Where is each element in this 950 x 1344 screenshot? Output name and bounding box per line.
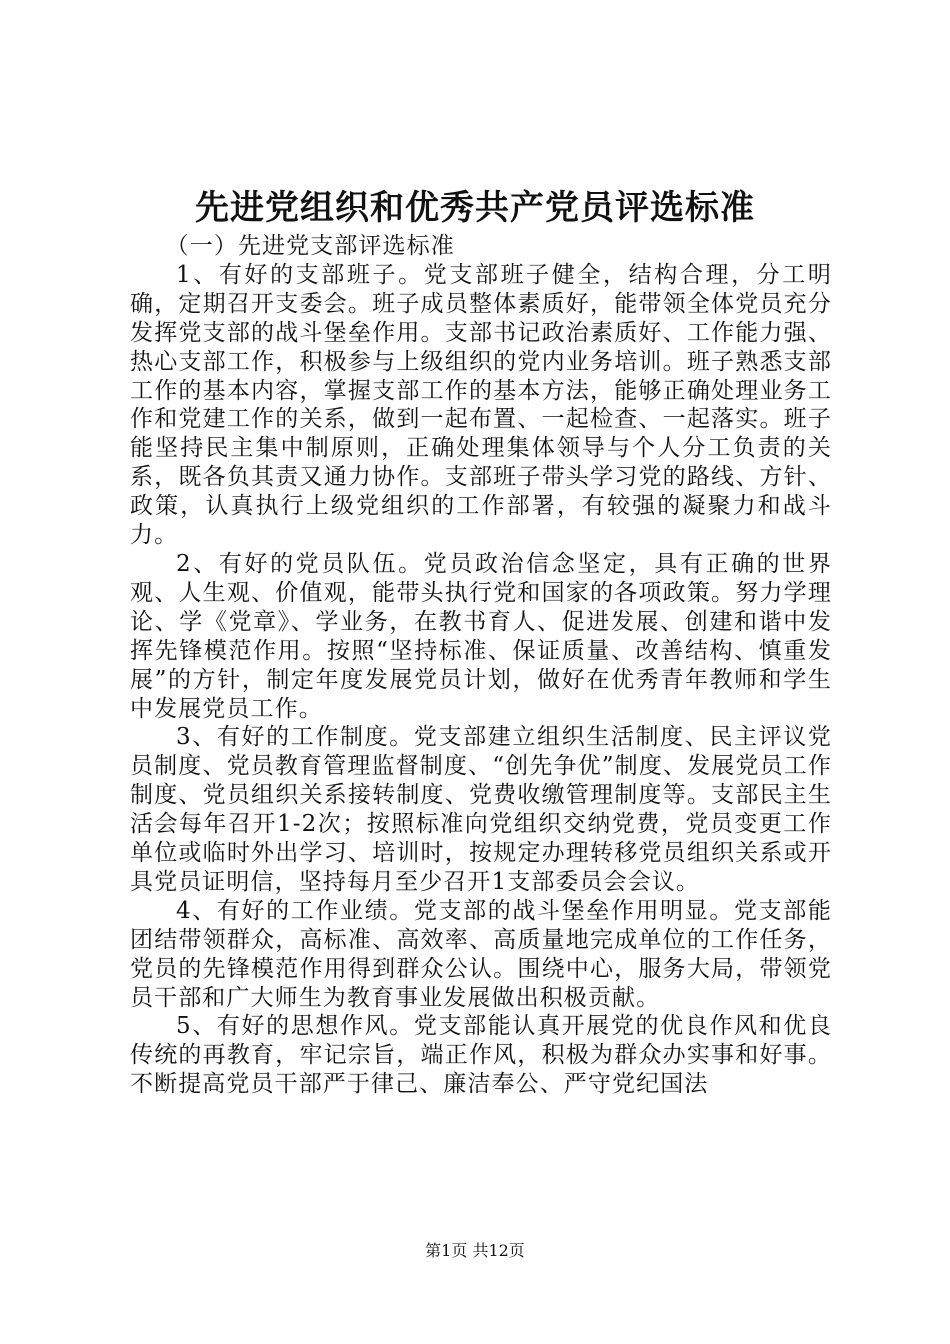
paragraph-3: 3、有好的工作制度。党支部建立组织生活制度、民主评议党员制度、党员教育管理监督制度、“创先争优”制度、发展党员工作制度、党员组织关系接转制度、党费收缴管理制度等。支部民主生活会每年召开1-2次；按照标准向党组织交纳党费，党员变更工作单位或临时外出学习、培训时，按规定办理转移党员组织关系或开具党员证明信，坚持每月至少召开1支部委员会会议。	[130, 724, 832, 895]
page-footer: 第1页 共12页	[425, 1241, 525, 1260]
section-heading: （一）先进党支部评选标准	[165, 233, 455, 259]
document-title: 先进党组织和优秀共产党员评选标准	[195, 188, 755, 228]
paragraph-4: 4、有好的工作业绩。党支部的战斗堡垒作用明显。党支部能团结带领群众，高标准、高效率、高质量地完成单位的工作任务，党员的先锋模范作用得到群众公认。围绕中心，服务大局，带领党员干部和广大师生为教育事业发展做出积极贡献。	[130, 897, 832, 1011]
paragraph-1: 1、有好的支部班子。党支部班子健全，结构合理，分工明确，定期召开支委会。班子成员整体素质好，能带领全体党员充分发挥党支部的战斗堡垒作用。支部书记政治素质好、工作能力强、热心支部工作，积极参与上级组织的党内业务培训。班子熟悉支部工作的基本内容，掌握支部工作的基本方法，能够正确处理业务工作和党建工作的关系，做到一起布置、一起检查、一起落实。班子能坚持民主集中制原则，正确处理集体领导与个人分工负责的关系，既各负其责又通力协作。支部班子带头学习党的路线、方针、政策，认真执行上级党组织的工作部署，有较强的凝聚力和战斗力。	[130, 261, 832, 549]
paragraph-2: 2、有好的党员队伍。党员政治信念坚定，具有正确的世界观、人生观、价值观，能带头执行党和国家的各项政策。努力学理论、学《党章》、学业务，在教书育人、促进发展、创建和谐中发挥先锋模范作用。按照“坚持标准、保证质量、改善结构、慎重发展”的方针，制定年度发展党员计划，做好在优秀青年教师和学生中发展党员工作。	[130, 550, 832, 722]
paragraph-5: 5、有好的思想作风。党支部能认真开展党的优良作风和优良传统的再教育，牢记宗旨，端正作风，积极为群众办实事和好事。不断提高党员干部严于律己、廉洁奉公、严守党纪国法	[130, 1013, 832, 1098]
document-body	[130, 232, 832, 1099]
